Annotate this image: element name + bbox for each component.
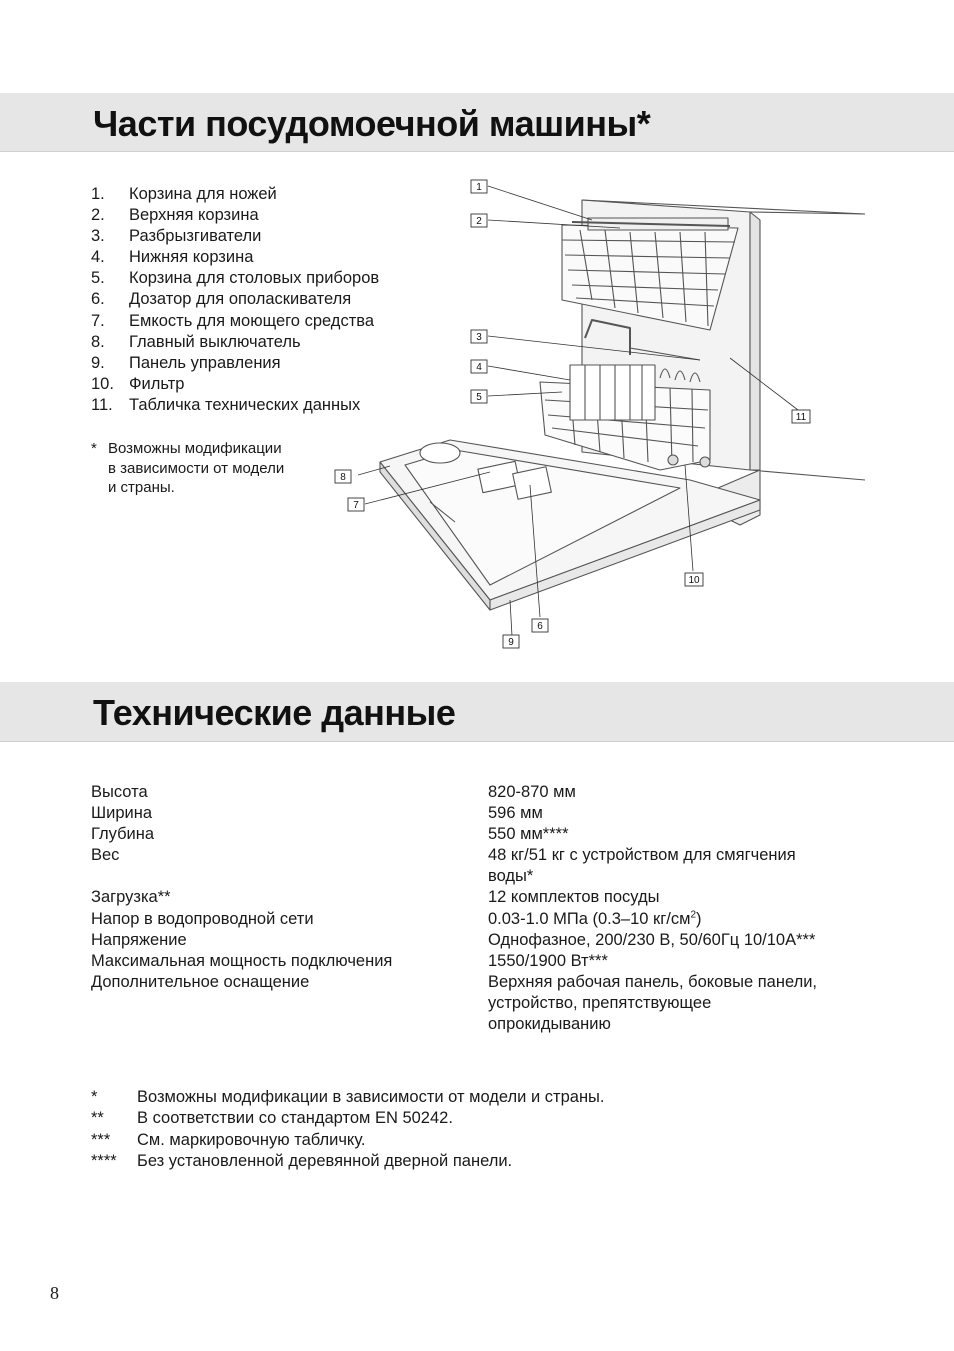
tech-value-line: 820-870 мм [488,783,576,801]
parts-item-label: Главный выключатель [129,332,301,351]
tech-row [91,845,871,887]
callout-2 [471,214,487,227]
footnote-text: См. маркировочную табличку. [137,1130,366,1149]
parts-item-label: Корзина для ножей [129,185,277,203]
callout-label-4: 4 [476,362,482,373]
parts-item-label: Панель управления [129,353,281,372]
callout-11 [792,410,810,423]
tech-value-line: опрокидыванию [488,1015,611,1034]
tech-value [488,887,858,908]
tech-row [91,909,871,930]
tech-label: Вес [91,846,120,865]
callout-label-7: 7 [353,500,359,511]
callout-3 [471,330,487,343]
tech-value [488,824,858,845]
tech-value [488,782,858,803]
callout-label-10: 10 [688,575,700,586]
parts-item-number: 4. [91,248,105,267]
superscript: 2 [690,909,697,921]
tech-value-line: устройство, препятствующее [488,993,712,1012]
tech-value [488,972,858,1035]
footnote [91,1108,605,1129]
footnote-text: Возможны модификации в зависимости от модели и страны. [137,1088,605,1106]
tech-row [91,887,871,908]
footnote [91,1130,605,1151]
parts-item-number: 7. [91,311,105,330]
callout-label-11: 11 [795,412,807,423]
callout-label-3: 3 [476,332,482,343]
section-title-parts: Части посудомоечной машины* [93,103,651,144]
callout-9 [503,635,519,648]
parts-item-number: 2. [91,206,105,225]
callout-10 [685,573,703,586]
tech-row [91,782,871,803]
tech-row [91,803,871,824]
tech-row [91,951,871,972]
parts-footnote-line: в зависимости от модели [108,459,285,477]
tech-row [91,824,871,845]
tech-value [488,845,858,887]
section-header-parts [0,93,954,152]
footnote-text: В соответствии со стандартом EN 50242. [137,1109,453,1128]
parts-item-number: 10. [91,374,114,393]
parts-item-label: Дозатор для ополаскивателя [129,290,352,309]
tech-row [91,972,871,1035]
tech-label: Напряжение [91,930,187,949]
tech-row [91,930,871,951]
callout-label-6: 6 [537,621,543,632]
tub-right-side [750,212,760,470]
callout-label-1: 1 [476,182,482,193]
parts-item-label: Корзина для столовых приборов [129,269,380,288]
page-number: 8 [50,1283,59,1303]
callout-1 [471,180,487,193]
tech-value [488,803,858,824]
parts-item-label: Нижняя корзина [129,248,254,267]
tech-value-line: 1550/1900 Вт*** [488,951,608,970]
parts-item-number: 6. [91,290,105,309]
tech-value-line: Однофазное, 200/230 В, 50/60Гц 10/10А*** [488,930,816,949]
tech-value-line: 596 мм [488,804,543,823]
callout-7 [348,498,364,511]
callout-8 [335,470,351,483]
callout-4 [471,360,487,373]
section-header-tech [0,682,954,742]
parts-footnote-line: Возможны модификации [108,440,282,457]
tech-data-table [91,782,871,1035]
tech-value-line: 0.03-1.0 МПа (0.3–10 кг/см [488,909,691,928]
parts-item-number: 1. [91,185,105,203]
tech-value-line: ) [696,909,702,928]
footnote-text: Без установленной деревянной дверной панели. [137,1151,513,1170]
parts-item-label: Разбрызгиватели [129,227,262,246]
tech-label: Напор в водопроводной сети [91,909,314,928]
parts-item-number: 9. [91,353,105,372]
footnote [91,1151,605,1172]
footnote-mark: ** [91,1109,104,1128]
parts-footnote-line: и страны. [108,479,175,496]
parts-footnote [91,439,284,498]
callout-label-5: 5 [476,392,482,403]
parts-item-label: Верхняя корзина [129,206,259,225]
tech-value-line: 12 комплектов посуды [488,888,660,907]
parts-item-number: 11. [91,395,113,414]
dishwasher-diagram [330,170,870,660]
parts-item-number: 5. [91,269,105,288]
tech-label: Загрузка** [91,888,171,907]
tech-value-line: воды* [488,867,534,886]
tech-value-line: Верхняя рабочая панель, боковые панели, [488,972,818,991]
parts-item-number: 8. [91,332,105,351]
callout-label-8: 8 [340,472,346,483]
callout-label-9: 9 [508,637,514,648]
tech-value [488,951,858,972]
tech-value-line: 48 кг/51 кг с устройством для смягчения [488,846,796,865]
tech-label: Высота [91,783,148,801]
tech-value-line: 550 мм**** [488,825,569,844]
callout-label-2: 2 [476,216,482,227]
tech-label: Глубина [91,825,155,844]
footnote-mark: * [91,1088,98,1106]
parts-item-label: Емкость для моющего средства [129,311,375,330]
footnote-mark: *** [91,1130,111,1149]
tech-value [488,930,858,951]
tech-value [488,909,858,930]
footnote-mark: **** [91,1151,117,1170]
footnote [91,1087,605,1108]
footnotes [91,1087,605,1172]
parts-item-number: 3. [91,227,105,246]
tech-label: Дополнительное оснащение [91,972,310,991]
callout-5 [471,390,487,403]
parts-footnote-mark: * [91,440,97,457]
parts-item-label: Табличка технических данных [129,395,361,414]
tech-label: Ширина [91,804,153,823]
callout-6 [532,619,548,632]
section-title-tech: Технические данные [93,692,456,733]
parts-item-label: Фильтр [129,374,185,393]
tech-label: Максимальная мощность подключения [91,951,393,970]
